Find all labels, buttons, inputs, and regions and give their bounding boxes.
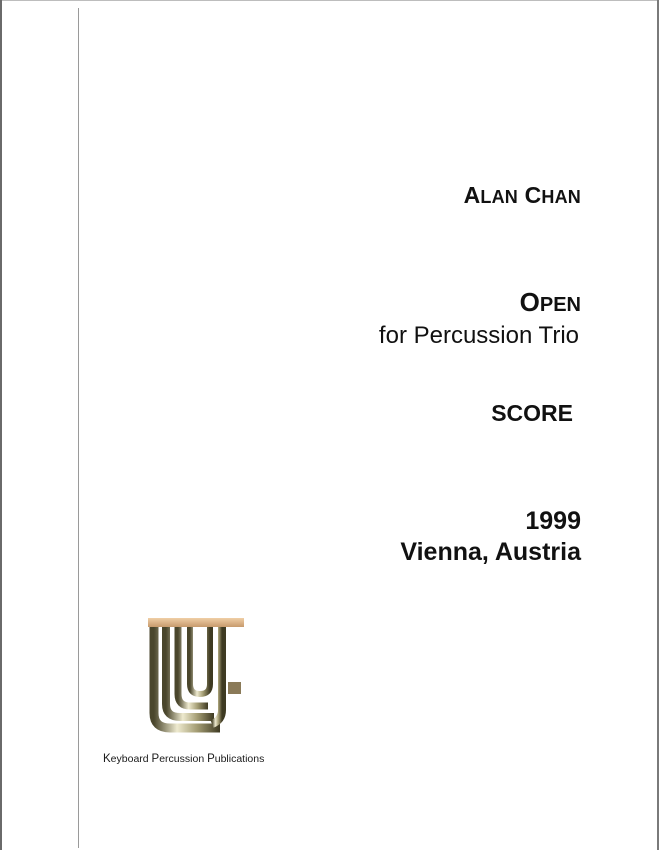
binding-margin-line <box>78 8 79 848</box>
composition-place: Vienna, Austria <box>400 538 581 566</box>
publisher-word3-rest: ublications <box>214 753 265 765</box>
title-rest: PEN <box>539 294 581 316</box>
publisher-name <box>103 753 264 765</box>
page-top-border <box>0 0 659 1</box>
composer-first-rest: LAN <box>480 187 518 207</box>
composer-last-rest: HAN <box>541 187 581 207</box>
publisher-word1-rest: eyboard <box>110 753 152 765</box>
title-initial: O <box>519 287 540 317</box>
publisher-logo-icon <box>148 618 244 734</box>
work-subtitle: for Percussion Trio <box>378 322 579 349</box>
publisher-word2-rest: ercussion <box>159 753 208 765</box>
publisher-word3-initial: P <box>207 753 215 765</box>
composer-last-initial: C <box>524 182 542 208</box>
edition-label: SCORE <box>491 400 573 426</box>
composition-year: 1999 <box>525 507 581 535</box>
work-title <box>520 287 581 318</box>
publisher-word1-initial: K <box>103 753 111 765</box>
composer-name <box>464 182 581 209</box>
page-left-border <box>0 0 2 850</box>
composer-first-initial: A <box>463 182 481 208</box>
publisher-word2-initial: P <box>151 753 160 765</box>
